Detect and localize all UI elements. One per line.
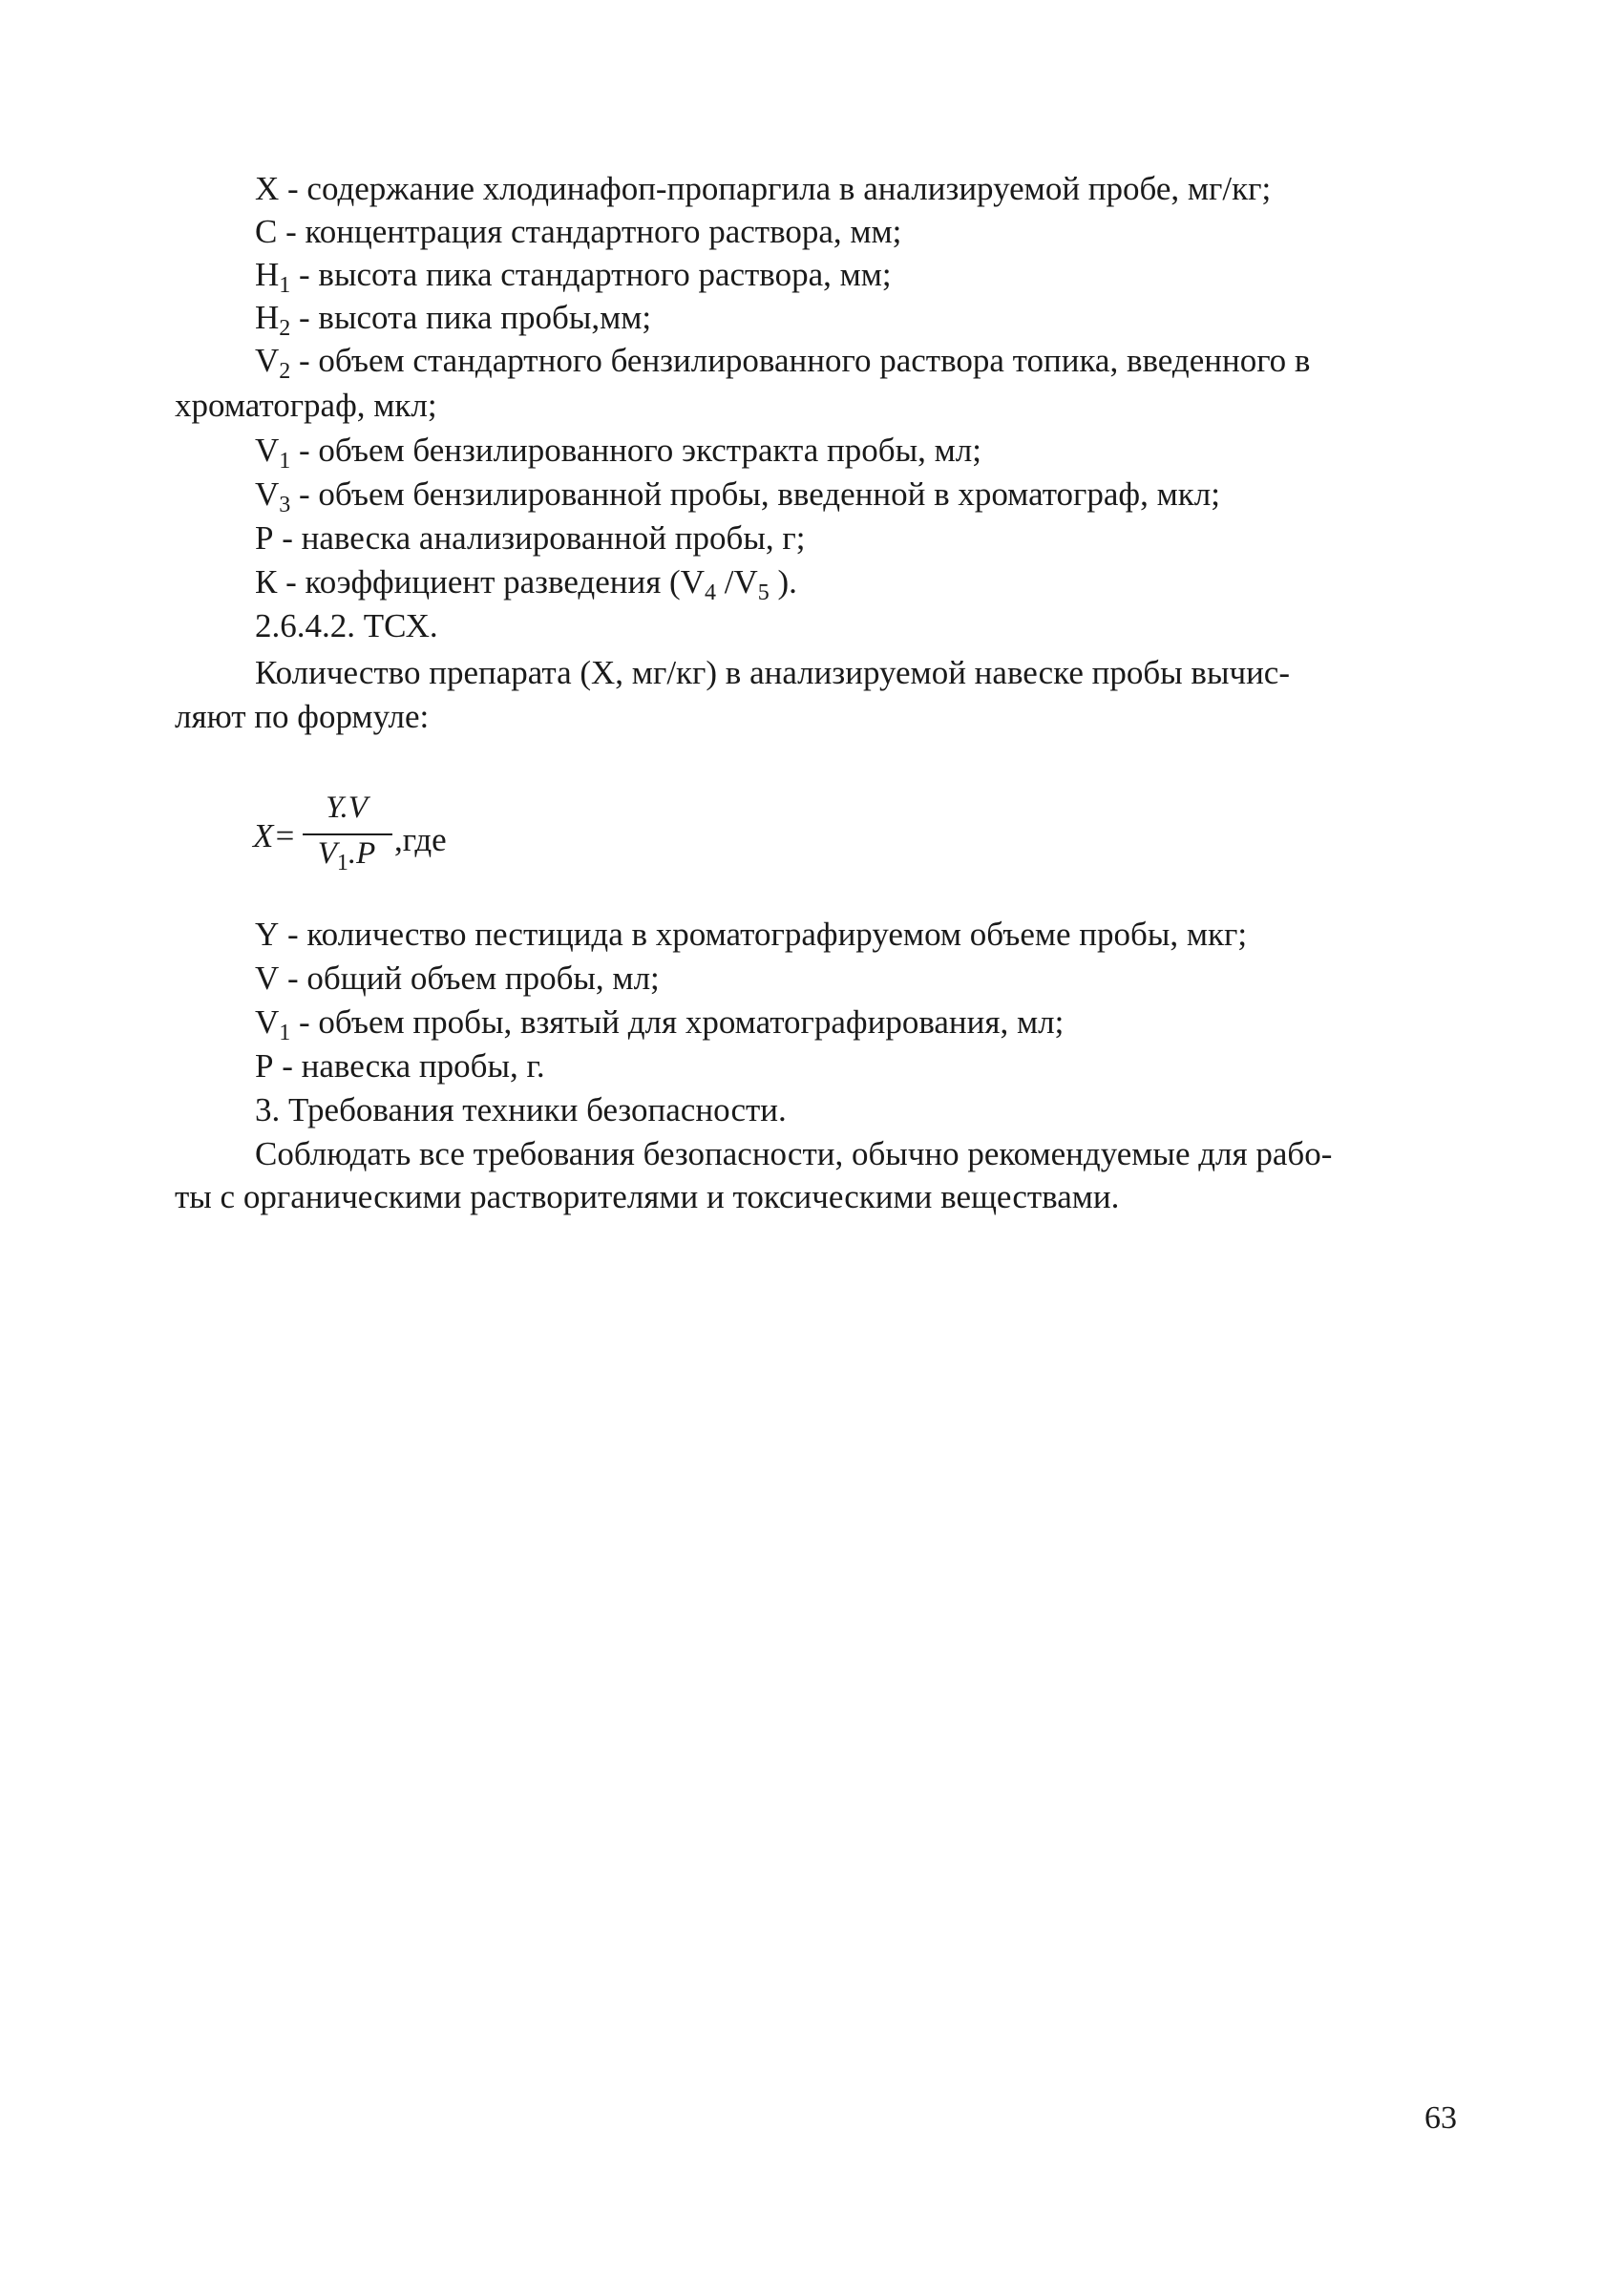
definition-h1: $H_1$ - высота пика стандартного раствора, мм; (255, 256, 892, 298)
formula-lhs: X= (253, 817, 296, 854)
definition-v3: $V_3$ - объем бензилированной пробы, введенной в хроматограф, мкл; (255, 475, 1220, 517)
definition-v2: $V_2$ - объем стандартного бензилированного раствора топика, введенного в (255, 342, 1311, 384)
definition-y: Y - количество пестицида в хроматографируемом объеме пробы, мкг; (255, 916, 1248, 953)
definition-v-total: V - общий объем пробы, мл; (255, 959, 660, 997)
section-heading-tlc: 2.6.4.2. ТСХ. (255, 607, 438, 644)
formula-intro-line-2: ляют по формуле: (175, 698, 430, 735)
definition-v2-continuation: хроматограф, мкл; (175, 387, 437, 424)
fraction-bar (303, 833, 392, 835)
definition-x: X - содержание хлодинафоп-пропаргила в анализируемой пробе, мг/кг; (255, 170, 1272, 207)
safety-text-line-2: ты с органическими растворителями и токсическими веществами. (175, 1178, 1120, 1215)
safety-heading: 3. Требования техники безопасности. (255, 1091, 787, 1128)
definition-p-sample: Р - навеска пробы, г. (255, 1047, 545, 1085)
formula (253, 781, 501, 886)
formula-numerator: Y.V (326, 791, 368, 825)
definition-h2: $H_2$ - высота пика пробы,мм; (255, 299, 652, 341)
safety-text-line-1: Соблюдать все требования безопасности, обычно рекомендуемые для рабо- (255, 1135, 1333, 1172)
formula-intro-line-1: Количество препарата (X, мг/кг) в анализируемой навеске пробы вычис- (255, 654, 1290, 691)
definition-v1-chromatography: $V_1$ - объем пробы, взятый для хроматографирования, мл; (255, 1003, 1065, 1045)
definition-p: Р - навеска анализированной пробы, г; (255, 519, 806, 557)
definition-k: К - коэффициент разведения ($V_4$ $/V_5$ ). (255, 563, 797, 605)
formula-tail: ,где (394, 821, 447, 858)
definition-v1: $V_1$ - объем бензилированного экстракта пробы, мл; (255, 432, 981, 474)
formula-denominator: $V_1.P$ (317, 836, 376, 875)
definition-c: С - концентрация стандартного раствора, мм; (255, 213, 902, 250)
page-number: 63 (1424, 2100, 1457, 2136)
